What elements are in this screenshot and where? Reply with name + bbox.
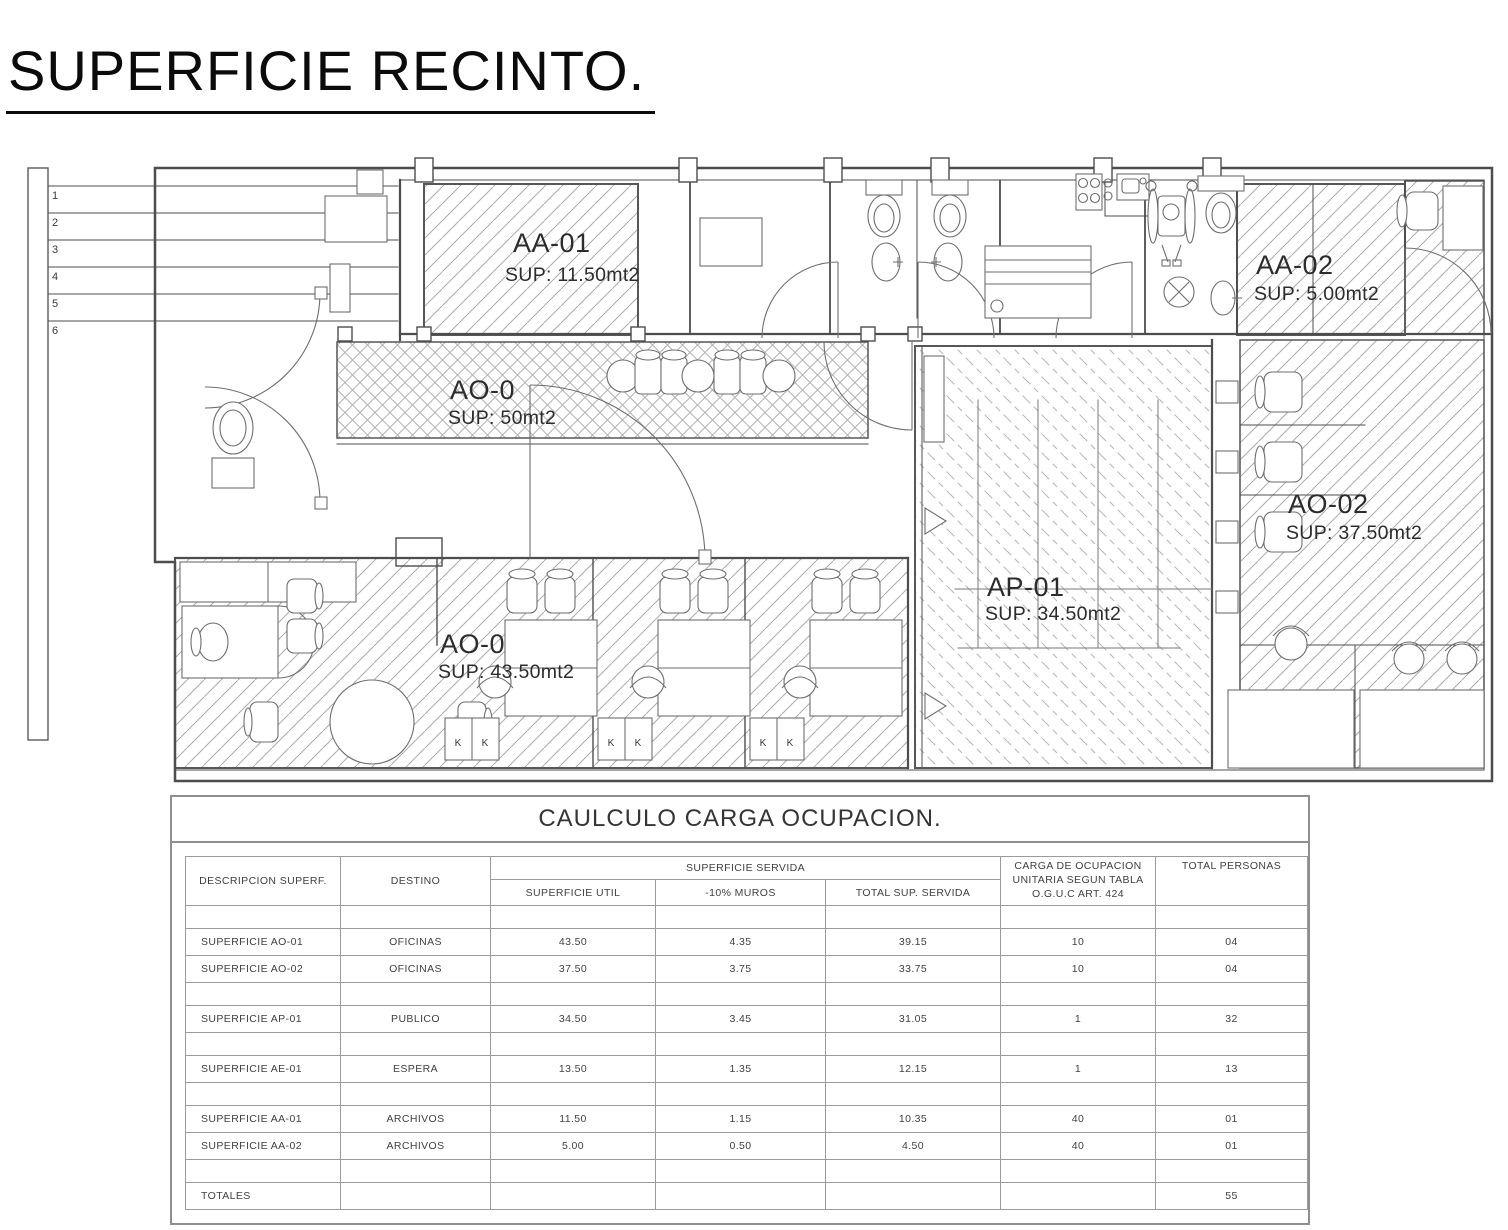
table-cell: SUPERFICIE AA-01 xyxy=(186,1106,341,1133)
toilet-1 xyxy=(866,180,902,237)
table-cell xyxy=(656,1083,826,1106)
cabinet-k-label: K xyxy=(607,738,615,749)
table-cell: 5.00 xyxy=(491,1133,656,1160)
table-cell: SUPERFICIE AA-02 xyxy=(186,1133,341,1160)
table-cell: 3.45 xyxy=(656,1006,826,1033)
table-cell xyxy=(341,1033,491,1056)
stair-numbers xyxy=(52,190,58,337)
table-cell xyxy=(1001,1083,1156,1106)
table-cell xyxy=(1156,1033,1308,1056)
table-cell xyxy=(491,1183,656,1210)
left-pier xyxy=(28,168,48,740)
table-cell: 1.15 xyxy=(656,1106,826,1133)
table-title: CAULCULO CARGA OCUPACION. xyxy=(172,797,1308,843)
table-cell xyxy=(656,1033,826,1056)
table-cell xyxy=(491,1160,656,1183)
table-row xyxy=(186,1106,1308,1133)
table-row-blank xyxy=(186,906,1308,929)
stair-number: 2 xyxy=(52,217,59,229)
table-row xyxy=(186,956,1308,983)
zone-counter-ao0 xyxy=(337,342,868,438)
room-sup-aa-02: SUP: 5.00mt2 xyxy=(1254,283,1379,305)
table-cell xyxy=(1156,1160,1308,1183)
table-cell xyxy=(826,1083,1001,1106)
table-cell: 12.15 xyxy=(826,1056,1001,1083)
table-cell: SUPERFICIE AO-02 xyxy=(186,956,341,983)
table-cell xyxy=(656,983,826,1006)
table-row xyxy=(186,929,1308,956)
table-cell xyxy=(826,1183,1001,1210)
table-cell: 3.75 xyxy=(656,956,826,983)
table-cell: SUPERFICIE AE-01 xyxy=(186,1056,341,1083)
table-cell xyxy=(1156,1083,1308,1106)
kitchen-drawers xyxy=(985,246,1091,318)
table-cell: ARCHIVOS xyxy=(341,1106,491,1133)
copier xyxy=(325,170,387,312)
table-row xyxy=(186,1183,1308,1210)
table-cell: TOTALES xyxy=(186,1183,341,1210)
zone-aa-01 xyxy=(424,184,638,335)
table-cell: SUPERFICIE AP-01 xyxy=(186,1006,341,1033)
table-cell xyxy=(341,983,491,1006)
table-cell xyxy=(1156,983,1308,1006)
floor-plan-svg xyxy=(0,140,1508,800)
stair-number: 1 xyxy=(52,190,59,202)
table-cell: 10.35 xyxy=(826,1106,1001,1133)
table-row-blank xyxy=(186,1083,1308,1106)
table-cell: 32 xyxy=(1156,1006,1308,1033)
table-cell xyxy=(491,1033,656,1056)
table-cell: ESPERA xyxy=(341,1056,491,1083)
table-cell xyxy=(656,1160,826,1183)
sink-2 xyxy=(931,243,962,281)
occupancy-table xyxy=(185,856,1308,1210)
stair-number: 4 xyxy=(52,271,59,283)
wheelchair-icon xyxy=(1146,181,1197,266)
zone-ap-01 xyxy=(915,346,1212,768)
table-cell: 43.50 xyxy=(491,929,656,956)
col-header-total-personas: TOTAL PERSONAS xyxy=(1156,857,1308,906)
room-label-ao-02: AO-02 xyxy=(1288,489,1369,519)
table-cell xyxy=(186,1033,341,1056)
table-cell: 4.35 xyxy=(656,929,826,956)
table-cell: OFICINAS xyxy=(341,956,491,983)
table-cell: 4.50 xyxy=(826,1133,1001,1160)
ap-counter xyxy=(924,356,944,442)
table-cell: 39.15 xyxy=(826,929,1001,956)
table-cell: 55 xyxy=(1156,1183,1308,1210)
table-cell xyxy=(826,1033,1001,1056)
table-cell: 40 xyxy=(1001,1133,1156,1160)
stair-number: 6 xyxy=(52,325,59,337)
table-cell: 10 xyxy=(1001,929,1156,956)
table-cell xyxy=(186,983,341,1006)
table-cell xyxy=(826,1160,1001,1183)
table-cell: SUPERFICIE AO-01 xyxy=(186,929,341,956)
table-cell xyxy=(826,983,1001,1006)
table-cell xyxy=(1001,1033,1156,1056)
room-label-aa-02: AA-02 xyxy=(1256,250,1334,280)
occupancy-table-section xyxy=(170,795,1310,1225)
table-cell xyxy=(186,1083,341,1106)
stair-number: 3 xyxy=(52,244,59,256)
table-cell xyxy=(1156,906,1308,929)
table-row xyxy=(186,1133,1308,1160)
table-cell xyxy=(656,906,826,929)
table-cell: 31.05 xyxy=(826,1006,1001,1033)
fan-icon xyxy=(1164,277,1194,307)
room-label-ao-0-top: AO-0 xyxy=(450,375,516,405)
stove xyxy=(1076,174,1112,210)
col-header-destino: DESTINO xyxy=(341,857,491,906)
room-sup-ao-0-top: SUP: 50mt2 xyxy=(448,407,557,429)
table-cell xyxy=(1001,983,1156,1006)
room-sup-ao-0-bottom: SUP: 43.50mt2 xyxy=(438,661,575,683)
cabinet-k-label: K xyxy=(759,738,767,749)
table-cell: 10 xyxy=(1001,956,1156,983)
room-label-ao-0-bottom: AO-0 xyxy=(440,629,506,659)
room-sup-ao-02: SUP: 37.50mt2 xyxy=(1286,522,1423,544)
table-cell: ARCHIVOS xyxy=(341,1133,491,1160)
stair-number: 5 xyxy=(52,298,59,310)
meeting-table xyxy=(700,218,762,266)
table-row-blank xyxy=(186,1160,1308,1183)
table-row xyxy=(186,1006,1308,1033)
col-group-superficie-servida: SUPERFICIE SERVIDA xyxy=(491,857,1001,880)
table-cell xyxy=(341,906,491,929)
table-cell: 1 xyxy=(1001,1056,1156,1083)
table-cell: 33.75 xyxy=(826,956,1001,983)
room-label-aa-01: AA-01 xyxy=(513,228,591,258)
table-cell xyxy=(491,983,656,1006)
col-header-descripcion: DESCRIPCION SUPERF. xyxy=(186,857,341,906)
table-cell xyxy=(341,1083,491,1106)
room-sup-aa-01: SUP: 11.50mt2 xyxy=(505,264,640,286)
table-cell: OFICINAS xyxy=(341,929,491,956)
page-title: SUPERFICIE RECINTO. xyxy=(6,38,655,114)
table-cell: 13 xyxy=(1156,1056,1308,1083)
table-row xyxy=(186,1056,1308,1083)
table-cell xyxy=(186,906,341,929)
floor-plan xyxy=(0,140,1508,800)
table-row-blank xyxy=(186,983,1308,1006)
table-cell xyxy=(1001,906,1156,929)
table-cell xyxy=(186,1160,341,1183)
occupancy-table-body xyxy=(186,906,1308,1210)
room-label-ap-01: AP-01 xyxy=(987,572,1065,602)
cabinet-k-label: K xyxy=(786,738,794,749)
table-cell xyxy=(341,1183,491,1210)
table-cell: PUBLICO xyxy=(341,1006,491,1033)
cabinet-k-label: K xyxy=(481,738,489,749)
table-cell: 40 xyxy=(1001,1106,1156,1133)
table-cell xyxy=(1001,1160,1156,1183)
cabinet-k-label: K xyxy=(454,738,462,749)
table-cell: 34.50 xyxy=(491,1006,656,1033)
table-cell xyxy=(491,1083,656,1106)
counter-boxes xyxy=(1216,381,1238,613)
table-cell: 0.50 xyxy=(656,1133,826,1160)
table-cell xyxy=(656,1183,826,1210)
table-cell: 11.50 xyxy=(491,1106,656,1133)
table-head xyxy=(186,857,1308,906)
table-cell: 13.50 xyxy=(491,1056,656,1083)
table-cell: 1.35 xyxy=(656,1056,826,1083)
sink-1 xyxy=(872,243,903,281)
table-row-blank xyxy=(186,1033,1308,1056)
table-cell xyxy=(491,906,656,929)
col-header-superficie-util: SUPERFICIE UTIL xyxy=(491,880,656,906)
toilet-2 xyxy=(932,180,968,237)
table-cell xyxy=(1001,1183,1156,1210)
col-header-muros: -10% MUROS xyxy=(656,880,826,906)
room-sup-ap-01: SUP: 34.50mt2 xyxy=(985,603,1122,625)
col-header-total-sup-servida: TOTAL SUP. SERVIDA xyxy=(826,880,1001,906)
table-cell: 37.50 xyxy=(491,956,656,983)
table-cell: 04 xyxy=(1156,929,1308,956)
table-cell xyxy=(826,906,1001,929)
table-cell xyxy=(341,1160,491,1183)
kitchen-sink xyxy=(1117,174,1149,200)
table-cell: 01 xyxy=(1156,1133,1308,1160)
col-header-carga: CARGA DE OCUPACION UNITARIA SEGUN TABLA O.G.U.C ART. 424 xyxy=(1001,857,1156,906)
cabinet-k-label: K xyxy=(634,738,642,749)
table-cell: 04 xyxy=(1156,956,1308,983)
table-cell: 01 xyxy=(1156,1106,1308,1133)
entrance-toilet xyxy=(212,402,254,488)
table-cell: 1 xyxy=(1001,1006,1156,1033)
